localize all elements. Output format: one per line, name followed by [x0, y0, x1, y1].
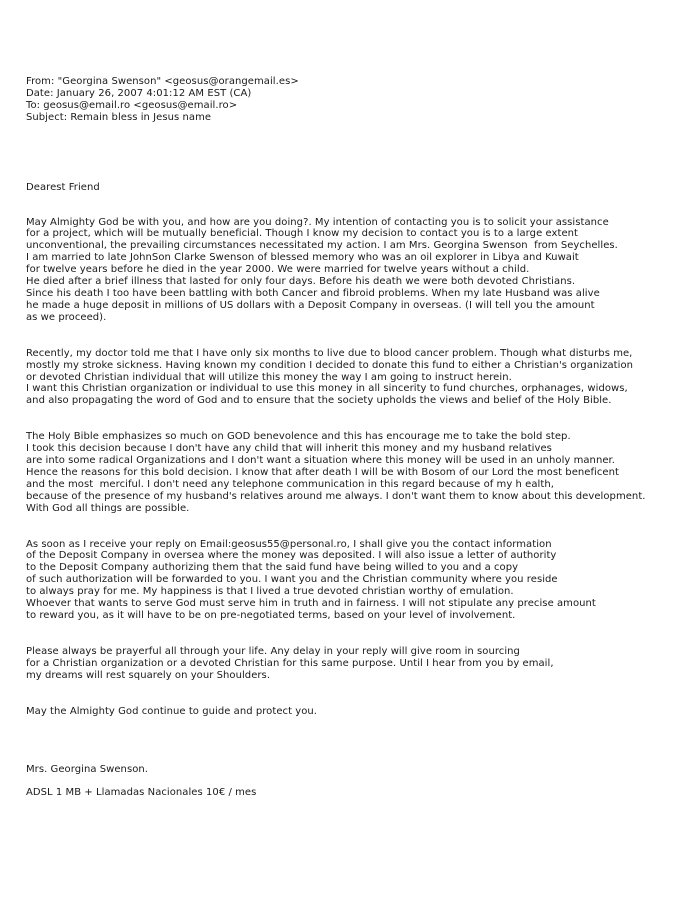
body-line: of such authorization will be forwarded to you. I want you and the Christian community where you reside	[26, 574, 558, 586]
body-line: unconventional, the prevailing circumstances necessitated my action. I am Mrs. Georgina Swenson from Seychelles.	[26, 240, 618, 252]
body-line: my dreams will rest squarely on your Shoulders.	[26, 669, 271, 681]
paragraph	[26, 646, 666, 682]
body-line: as we proceed).	[26, 311, 107, 323]
signature: Mrs. Georgina Swenson.	[26, 763, 148, 775]
body-line: I took this decision because I don't have any child that will inherit this money and my husband relatives	[26, 443, 552, 455]
email-body	[26, 217, 666, 718]
body-line: Whoever that wants to serve God must serve him in truth and in fairness. I will not stipulate any precise amount	[26, 598, 596, 610]
paragraph	[26, 431, 666, 514]
body-line: May Almighty God be with you, and how are you doing?. My intention of contacting you is to solicit your assistance	[26, 216, 609, 228]
body-line: May the Almighty God continue to guide and protect you.	[26, 705, 318, 717]
paragraph	[26, 706, 666, 718]
body-line: to reward you, as it will have to be on pre-negotiated terms, based on your level of involvement.	[26, 610, 516, 621]
header-date: Date: January 26, 2007 4:01:12 AM EST (CA)	[26, 87, 252, 99]
body-line: I want this Christian organization or individual to use this money in all sincerity to fund churches, orphanages, widows,	[26, 383, 628, 395]
header-subject: Subject: Remain bless in Jesus name	[26, 111, 212, 123]
email-document	[26, 76, 666, 799]
body-line: and also propagating the word of God and to ensure that the society upholds the views and belief of the Holy Bible.	[26, 395, 612, 407]
body-line: Please always be prayerful all through your life. Any delay in your reply will give room in sourcing	[26, 645, 520, 657]
body-line: to the Deposit Company authorizing them that the said fund have being willed to you and a copy	[26, 562, 519, 574]
body-line: and the most merciful. I don't need any telephone communication in this regard because of my h ealth,	[26, 478, 554, 490]
body-line: As soon as I receive your reply on Email:geosus55@personal.ro, I shall give you the contact information	[26, 538, 552, 550]
body-line: The Holy Bible emphasizes so much on GOD benevolence and this has encourage me to take the bold step.	[26, 431, 571, 443]
email-header	[26, 76, 666, 124]
body-line: for a project, which will be mutually beneficial. Though I know my decision to contact you is to a large extent	[26, 228, 579, 240]
paragraph	[26, 217, 666, 324]
body-line: for a Christian organization or a devoted Christian for this same purpose. Until I hear from you by email,	[26, 657, 554, 669]
body-line: mostly my stroke sickness. Having known my condition I decided to donate this fund to either a Christian's organization	[26, 359, 634, 371]
paragraph	[26, 348, 666, 408]
body-line: He died after a brief illness that lasted for only four days. Before his death we were both devoted Christians.	[26, 276, 576, 288]
body-line: to always pray for me. My happiness is that I lived a true devoted christian worthy of emulation.	[26, 586, 514, 598]
paragraph	[26, 539, 666, 622]
body-line: or devoted Christian individual that will utilize this money the way I am going to instruct herein.	[26, 371, 512, 383]
body-line: With God all things are possible.	[26, 502, 190, 514]
footer-ad: ADSL 1 MB + Llamadas Nacionales 10€ / mes	[26, 787, 257, 799]
body-line: for twelve years before he died in the year 2000. We were married for twelve years without a child.	[26, 264, 530, 276]
body-line: Recently, my doctor told me that I have only six months to live due to blood cancer problem. Though what disturbs me,	[26, 347, 633, 359]
body-line: because of the presence of my husband's relatives around me always. I don't want them to know about this development.	[26, 490, 646, 502]
greeting: Dearest Friend	[26, 181, 100, 193]
body-line: of the Deposit Company in oversea where the money was deposited. I will also issue a letter of authority	[26, 550, 557, 562]
header-to: To: geosus@email.ro <geosus@email.ro>	[26, 99, 238, 111]
header-from: From: "Georgina Swenson" <geosus@orangemail.es>	[26, 76, 299, 87]
body-line: I am married to late JohnSon Clarke Swenson of blessed memory who was an oil explorer in Libya and Kuwait	[26, 252, 579, 264]
body-line: Hence the reasons for this bold decision. I know that after death I will be with Bosom of our Lord the most beneficent	[26, 466, 619, 478]
body-line: are into some radical Organizations and I don't want a situation where this money will be used in an unholy manner.	[26, 455, 616, 467]
body-line: he made a huge deposit in millions of US dollars with a Deposit Company in overseas. (I will tell you the amount	[26, 299, 595, 311]
body-line: Since his death I too have been battling with both Cancer and fibroid problems. When my late Husband was alive	[26, 287, 600, 299]
